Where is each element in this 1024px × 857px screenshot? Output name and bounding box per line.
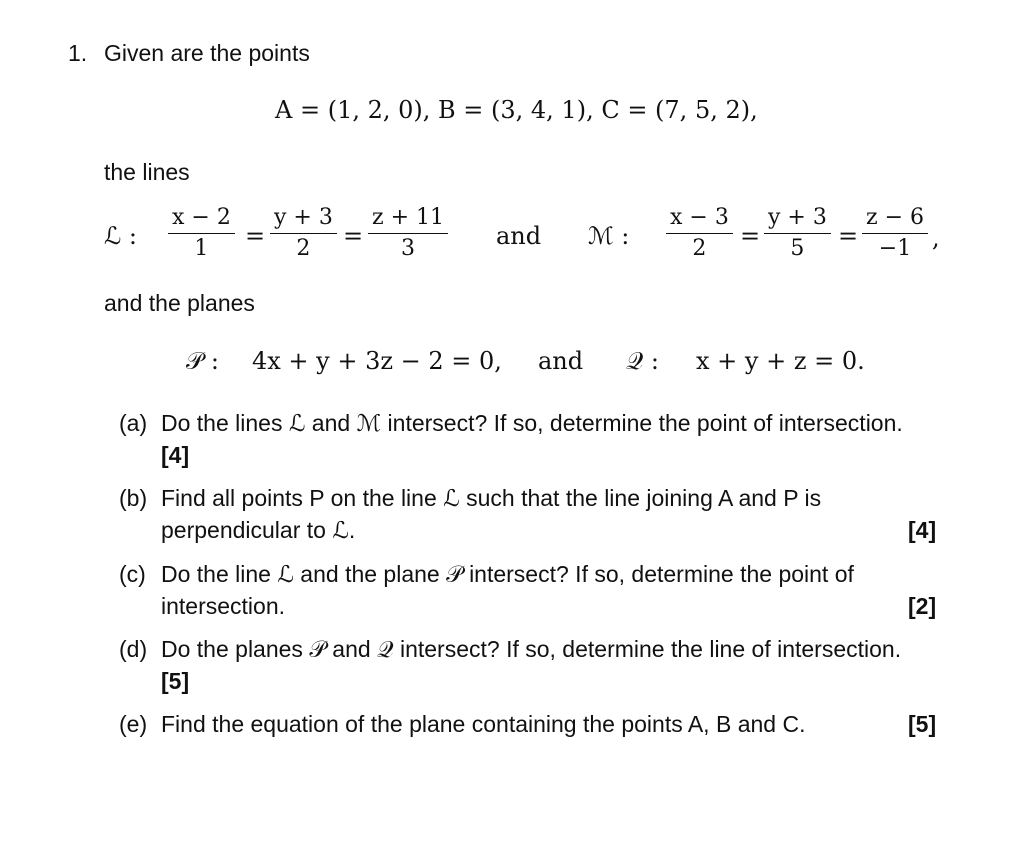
line-M-name: ℳ :: [588, 222, 630, 250]
denominator: 3: [401, 236, 415, 261]
line-M-fraction-y: [764, 203, 831, 264]
part-d-text: Do the planes 𝒫 and 𝒬 intersect? If so, determine the line of intersection.: [161, 636, 902, 662]
equals-sign: =: [838, 222, 859, 250]
plane-Q-equation: x + y + z = 0.: [696, 347, 865, 375]
part-a-label: (a): [119, 410, 148, 436]
equals-sign: =: [740, 222, 761, 250]
and-word: and: [538, 347, 584, 375]
points-equation: A = (1, 2, 0), B = (3, 4, 1), C = (7, 5, 2),: [275, 96, 758, 124]
part-c-text-line2: intersection.: [161, 593, 286, 619]
plane-Q-name: 𝒬 :: [626, 347, 659, 375]
part-e-marks: [5]: [908, 711, 937, 737]
line-M-fraction-z: [862, 203, 928, 264]
plane-P-equation: 4x + y + 3z − 2 = 0,: [252, 347, 502, 375]
question-number: 1.: [68, 40, 88, 66]
numerator: z + 11: [368, 203, 448, 234]
line-L-fraction-z: [368, 203, 448, 264]
question-intro: Given are the points: [104, 40, 310, 66]
numerator: z − 6: [862, 203, 928, 234]
equals-sign: =: [343, 222, 364, 250]
denominator: 5: [790, 236, 805, 261]
numerator: y + 3: [270, 203, 337, 234]
part-c-text-line1: Do the line ℒ and the plane 𝒫 intersect? If so, determine the point of: [161, 561, 854, 587]
part-d-label: (d): [119, 636, 148, 662]
equals-sign: =: [245, 222, 266, 250]
denominator: 2: [692, 236, 707, 261]
lines-label: the lines: [104, 159, 190, 185]
denominator: −1: [878, 236, 912, 261]
part-a-text: Do the lines ℒ and ℳ intersect? If so, determine the point of intersection.: [161, 410, 903, 436]
numerator: y + 3: [764, 203, 831, 234]
part-c-label: (c): [119, 561, 146, 587]
part-b-text-line1: Find all points P on the line ℒ such that the line joining A and P is: [161, 485, 822, 511]
line-M-fraction-x: [666, 203, 733, 264]
denominator: 1: [194, 236, 209, 261]
plane-P-name: 𝒫 :: [186, 347, 220, 375]
numerator: x − 3: [666, 203, 733, 234]
part-c-marks: [2]: [908, 593, 937, 619]
denominator: 2: [296, 236, 311, 261]
line-L-fraction-y: [270, 203, 337, 264]
part-b-text-line2: perpendicular to ℒ.: [161, 517, 356, 543]
trailing-comma: ,: [932, 224, 940, 252]
part-a-marks: [4]: [161, 442, 190, 468]
part-e-text: Find the equation of the plane containing the points A, B and C.: [161, 711, 806, 737]
part-b-marks: [4]: [908, 517, 937, 543]
numerator: x − 2: [168, 203, 235, 234]
part-b-label: (b): [119, 485, 148, 511]
and-word: and: [496, 222, 542, 250]
part-d-marks: [5]: [161, 668, 190, 694]
part-e-label: (e): [119, 711, 148, 737]
planes-label: and the planes: [104, 290, 255, 316]
line-L-fraction-x: [168, 203, 235, 264]
line-L-name: ℒ :: [104, 222, 137, 250]
